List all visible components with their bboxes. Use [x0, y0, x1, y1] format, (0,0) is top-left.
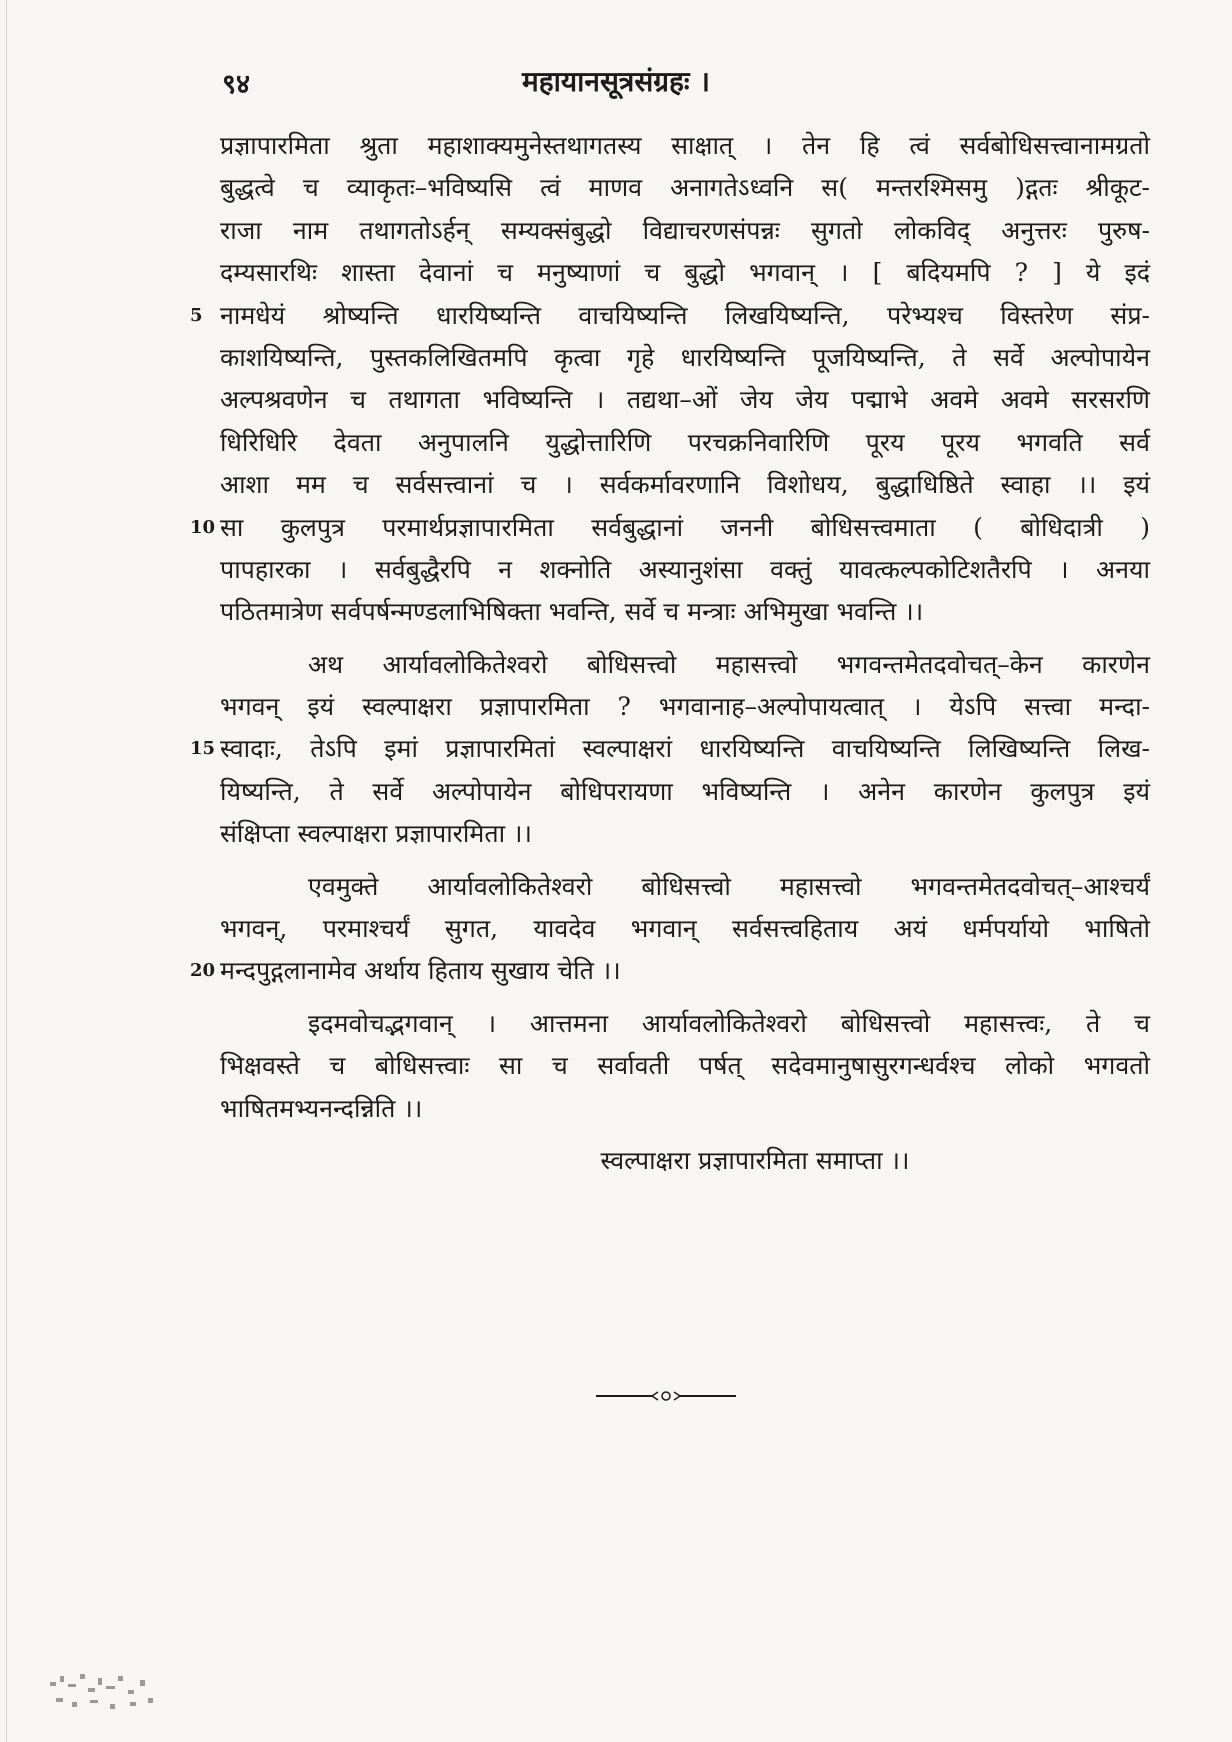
- colophon-line: स्वल्पाक्षरा प्रज्ञापारमिता समाप्ता ।।: [600, 1145, 910, 1175]
- text-line: राजा नाम तथागतोऽर्हन् सम्यक्संबुद्धो विद्याचरणसंपन्नः सुगतो लोकविद् अनुत्तरः पुरुष-: [220, 215, 1150, 245]
- line-number: 20: [190, 960, 216, 982]
- body-text: [190, 125, 1150, 1182]
- text-line: धिरिधिरि देवता अनुपालनि युद्धोत्तारिणि परचक्रनिवारिणि पूरय पूरय भगवति सर्व: [220, 427, 1150, 457]
- line-number: 15: [190, 738, 216, 760]
- text-line: भगवन् इयं स्वल्पाक्षरा प्रज्ञापारमिता ? भगवानाह–अल्पोपायत्वात् । येऽपि सत्त्वा मन्दा-: [220, 692, 1150, 722]
- line-number: 10: [190, 516, 216, 538]
- text-line: संक्षिप्ता स्वल्पाक्षरा प्रज्ञापारमिता ।।: [220, 819, 532, 849]
- text-line: इदमवोचद्भगवान् । आत्तमना आर्यावलोकितेश्वरो बोधिसत्त्वो महासत्त्वः, ते च: [308, 1008, 1150, 1038]
- text-line: अथ आर्यावलोकितेश्वरो बोधिसत्त्वो महासत्त्वो भगवन्तमेतदवोचत्–केन कारणेन: [308, 649, 1150, 679]
- line-number: 5: [190, 304, 203, 326]
- text-line: यिष्यन्ति, ते सर्वे अल्पोपायेन बोधिपरायणा भविष्यन्ति । अनेन कारणेन कुलपुत्र इयं: [220, 776, 1150, 806]
- text-line: बुद्धत्वे च व्याकृतः–भविष्यसि त्वं माणव अनागतेऽध्वनि स( मन्तरश्मिसमु )द्गतः श्रीकूट-: [220, 173, 1150, 203]
- text-line: काशयिष्यन्ति, पुस्तकलिखितमपि कृत्वा गृहे धारयिष्यन्ति पूजयिष्यन्ति, ते सर्वे अल्पोपायेन: [220, 342, 1150, 372]
- paragraph-gap: [220, 1130, 1150, 1140]
- text-line: भाषितमभ्यनन्दन्निति ।।: [220, 1093, 423, 1123]
- running-title: महायानसूत्रसंग्रहः ।: [522, 65, 710, 98]
- page-number: ९४: [222, 69, 251, 100]
- text-line: 5 नामधेयं श्रोष्यन्ति धारयिष्यन्ति वाचयिष्यन्ति लिखयिष्यन्ति, परेभ्यश्च विस्तरेण संप्र-: [220, 295, 1150, 337]
- text-line: आशा मम च सर्वसत्त्वानां च । सर्वकर्मावरणानि विशोधय, बुद्धाधिष्ठिते स्वाहा ।। इयं: [220, 470, 1150, 500]
- text-line: भिक्षवस्ते च बोधिसत्त्वाः सा च सर्वावती पर्षत् सदेवमानुषासुरगन्धर्वश्च लोको भगवतो: [220, 1051, 1150, 1081]
- text-line: 20 मन्दपुद्गलानामेव अर्थाय हिताय सुखाय चेति ।।: [220, 950, 1150, 992]
- paragraph-gap: [220, 993, 1150, 1003]
- page-header: [0, 58, 1232, 108]
- text-line: प्रज्ञापारमिता श्रुता महाशाक्यमुनेस्तथागतस्य साक्षात् । तेन हि त्वं सर्वबोधिसत्त्वानामग्रतो: [220, 131, 1150, 160]
- end-ornament-icon: [596, 1386, 736, 1406]
- scan-noise-mark: [44, 1664, 194, 1724]
- text-line: 10 सा कुलपुत्र परमार्थप्रज्ञापारमिता सर्वबुद्धानां जननी बोधिसत्त्वमाता ( बोधिदात्री ): [220, 507, 1150, 549]
- paragraph-gap: [220, 634, 1150, 644]
- text-line: भगवन्, परमाश्चर्यं सुगत, यावदेव भगवान् सर्वसत्त्वहिताय अयं धर्मपर्यायो भाषितो: [220, 914, 1150, 944]
- text-line: दम्यसारथिः शास्ता देवानां च मनुष्याणां च बुद्धो भगवान् । [ बदियमपि ? ] ये इदं: [220, 258, 1150, 288]
- paragraph-gap: [220, 856, 1150, 866]
- text-line: पापहारका । सर्वबुद्धैरपि न शक्नोति अस्यानुशंसा वक्तुं यावत्कल्पकोटिशतैरपि । अनया: [220, 554, 1150, 584]
- text-line: अल्पश्रवणेन च तथागता भविष्यन्ति । तद्यथा–ओं जेय जेय पद्माभे अवमे अवमे सरसरणि: [220, 385, 1150, 415]
- text-line: 15 स्वादाः, तेऽपि इमां प्रज्ञापारमितां स्वल्पाक्षरां धारयिष्यन्ति वाचयिष्यन्ति लिखिष्यन्ति लिख-: [220, 728, 1150, 770]
- scan-edge-line: [6, 0, 7, 1742]
- text-line: पठितमात्रेण सर्वपर्षन्मण्डलाभिषिक्ता भवन्ति, सर्वे च मन्त्राः अभिमुखा भवन्ति ।।: [220, 597, 924, 627]
- text-line: एवमुक्ते आर्यावलोकितेश्वरो बोधिसत्त्वो महासत्त्वो भगवन्तमेतदवोचत्–आश्चर्यं: [308, 871, 1150, 901]
